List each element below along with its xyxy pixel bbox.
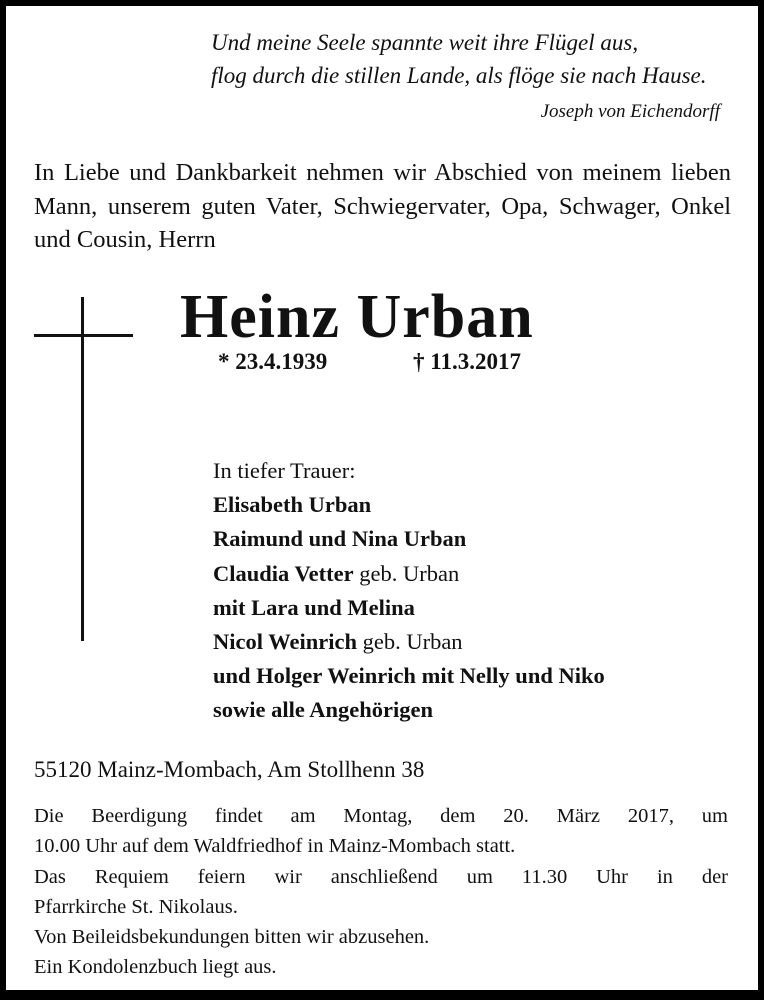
mourner-line (213, 625, 605, 659)
info-line: Pfarrkirche St. Nikolaus. (34, 895, 238, 918)
mourner-line (213, 659, 605, 693)
funeral-info (34, 801, 728, 983)
mourners-list (213, 454, 605, 728)
info-line: Das Requiem feiern wir anschließend um 11.30 Uhr in der (34, 865, 728, 888)
mourner-note: geb. Urban (353, 560, 460, 586)
mourner-name: Raimund und Nina Urban (213, 526, 467, 552)
mourner-line (213, 522, 605, 556)
quote-line-2: flog durch die stillen Lande, als flöge sie nach Hause. (211, 63, 707, 88)
address: 55120 Mainz-Mombach, Am Stollhenn 38 (34, 757, 425, 782)
obituary-notice (6, 6, 758, 990)
intro-text: In Liebe und Dankbarkeit nehmen wir Abschied von meinem lieben Mann, unserem guten Vater, Schwiegervater, Opa, Schwager, Onkel und Cousin, Herrn (34, 159, 731, 253)
info-line: 10.00 Uhr auf dem Waldfriedhof in Mainz-Mombach statt. (34, 835, 516, 858)
mourner-name: Claudia Vetter (213, 560, 354, 586)
deceased-name: Heinz Urban (180, 283, 534, 351)
mourner-name: Elisabeth Urban (213, 492, 372, 518)
mourner-name: mit Lara und Melina (213, 594, 415, 620)
birth-date: * 23.4.1939 (218, 349, 328, 374)
info-line: Ein Kondolenzbuch liegt aus. (34, 956, 277, 979)
death-date: † 11.3.2017 (413, 349, 521, 374)
mourner-line (213, 591, 605, 625)
mourners-heading: In tiefer Trauer: (213, 458, 356, 483)
mourner-name: und Holger Weinrich mit Nelly und Niko (213, 663, 605, 689)
mourner-line (213, 488, 605, 522)
cross-icon-bar (34, 334, 133, 337)
mourner-line (213, 693, 605, 727)
mourner-name: Nicol Weinrich (213, 629, 357, 655)
quote-author: Joseph von Eichendorff (540, 101, 720, 122)
mourner-name: sowie alle Angehörigen (213, 697, 433, 723)
mourner-line (213, 557, 605, 591)
info-line: Von Beileidsbekundungen bitten wir abzusehen. (34, 926, 430, 949)
mourner-note: geb. Urban (356, 629, 463, 655)
info-line: Die Beerdigung findet am Montag, dem 20. März 2017, um (34, 805, 728, 827)
cross-icon (81, 297, 84, 641)
quote-line-1: Und meine Seele spannte weit ihre Flügel aus, (211, 30, 639, 55)
